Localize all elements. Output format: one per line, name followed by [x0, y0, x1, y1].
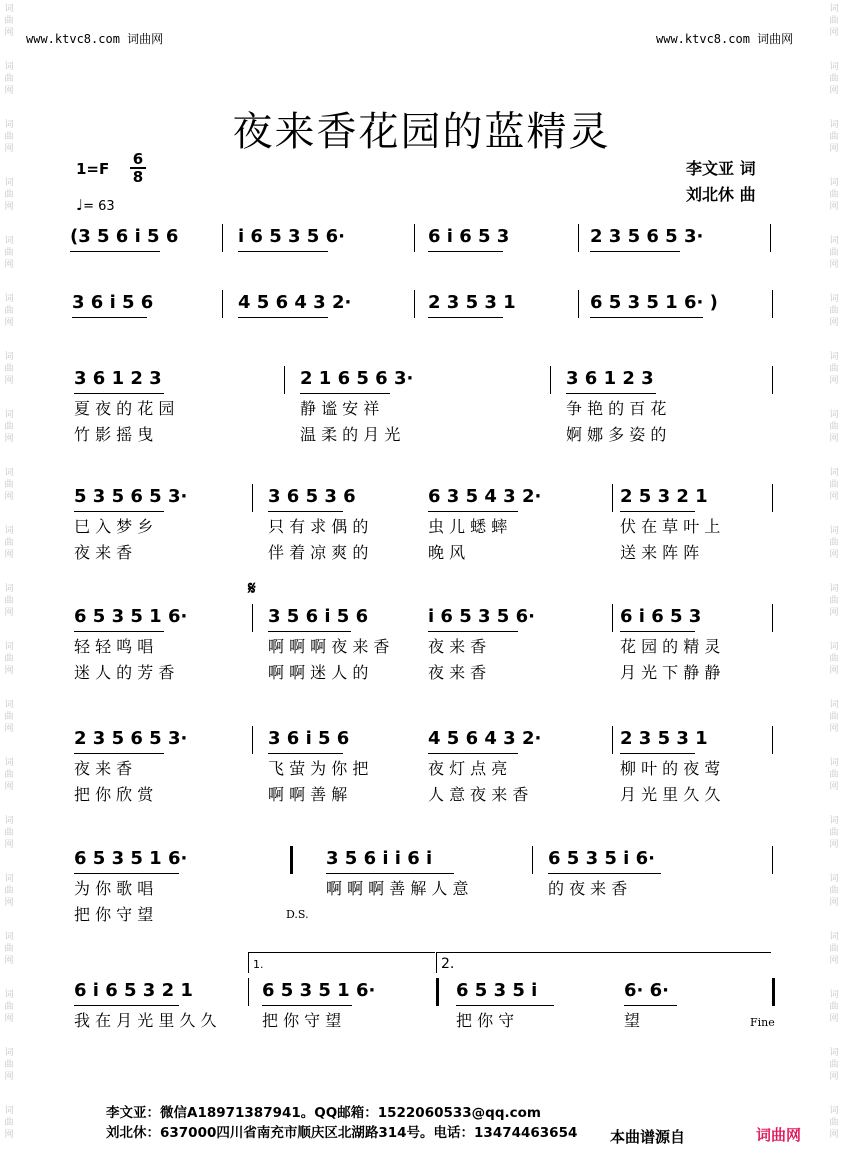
- lyric-line: 啊 啊 善 解: [268, 785, 348, 804]
- beam-line: [620, 631, 695, 632]
- watermark-glyph: 曲: [4, 944, 14, 954]
- bar-line: [772, 846, 773, 874]
- lyric-line: 夜 来 香: [74, 543, 133, 562]
- lyric-line: 夜 来 香: [74, 759, 133, 778]
- watermark-glyph: 曲: [4, 74, 14, 84]
- watermark-glyph: 曲: [829, 132, 839, 142]
- watermark-glyph: 网: [829, 260, 839, 270]
- measure-notes: 6· 6·: [624, 980, 669, 1001]
- beam-line: [238, 251, 328, 252]
- watermark-glyph: 词: [829, 932, 839, 942]
- lyric-line: 静 谧 安 祥: [300, 399, 380, 418]
- watermark-glyph: 网: [829, 28, 839, 38]
- bar-line: [284, 366, 285, 394]
- bar-line: [612, 604, 613, 632]
- watermark-glyph: 曲: [4, 1002, 14, 1012]
- watermark-glyph: 词: [4, 4, 14, 14]
- lyric-line: 把 你 欣 赏: [74, 785, 154, 804]
- key-signature: 1=F: [76, 160, 110, 178]
- watermark-glyph: 词: [4, 468, 14, 478]
- measure-notes: 4 5 6 4 3 2·: [238, 292, 352, 313]
- bar-line: [436, 978, 439, 1006]
- beam-line: [428, 511, 518, 512]
- measure-notes: (3 5 6 i 5 6: [70, 226, 179, 247]
- lyric-line: 把 你 守: [456, 1011, 515, 1030]
- watermark-glyph: 词: [829, 178, 839, 188]
- score-system: [0, 604, 843, 714]
- watermark-glyph: 网: [4, 550, 14, 560]
- watermark-glyph: 曲: [4, 828, 14, 838]
- watermark-glyph: 词: [829, 1106, 839, 1116]
- watermark-glyph: 网: [4, 782, 14, 792]
- watermark-glyph: 曲: [829, 248, 839, 258]
- watermark-glyph: 网: [829, 318, 839, 328]
- beam-line: [74, 1005, 179, 1006]
- bar-line: [772, 726, 773, 754]
- measure-notes: 6 5 3 5 1 6·: [74, 606, 188, 627]
- watermark-glyph: 词: [4, 236, 14, 246]
- time-bottom: 8: [132, 168, 144, 186]
- bar-line: [252, 484, 253, 512]
- bar-line: [578, 224, 579, 252]
- watermark-glyph: 曲: [829, 74, 839, 84]
- measure-notes: 4 5 6 4 3 2·: [428, 728, 542, 749]
- watermark-glyph: 网: [829, 550, 839, 560]
- lyric-line: 把 你 守 望: [74, 905, 154, 924]
- watermark-glyph: 词: [829, 642, 839, 652]
- watermark-glyph: 网: [829, 492, 839, 502]
- watermark-glyph: 曲: [4, 306, 14, 316]
- measure-notes: 5 3 5 6 5 3·: [74, 486, 188, 507]
- watermark-glyph: 词: [4, 700, 14, 710]
- watermark-glyph: 曲: [4, 1118, 14, 1128]
- first-ending-bracket: [248, 952, 435, 973]
- watermark-glyph: 网: [4, 376, 14, 386]
- watermark-glyph: 网: [4, 28, 14, 38]
- measure-notes: 2 5 3 2 1: [620, 486, 708, 507]
- watermark-glyph: 词: [4, 352, 14, 362]
- watermark-glyph: 网: [4, 840, 14, 850]
- tempo-marking: [76, 196, 115, 214]
- watermark-glyph: 曲: [4, 132, 14, 142]
- lyric-line: 虫 儿 蟋 蟀: [428, 517, 508, 536]
- beam-line: [74, 873, 179, 874]
- watermark-glyph: 词: [829, 294, 839, 304]
- beam-line: [590, 251, 680, 252]
- watermark-glyph: 曲: [4, 596, 14, 606]
- footer-composer-contact: 刘北休：637000四川省南充市顺庆区北湖路314号。电话：13474463654: [106, 1125, 578, 1141]
- watermark-glyph: 词: [4, 294, 14, 304]
- site-logo[interactable]: 词曲网: [756, 1126, 802, 1144]
- measure-notes: 6 5 3 5 i 6·: [548, 848, 655, 869]
- watermark-glyph: 网: [4, 202, 14, 212]
- song-title: 夜来香花园的蓝精灵: [232, 109, 611, 155]
- beam-line: [262, 1005, 352, 1006]
- measure-notes: 6 i 6 5 3: [620, 606, 702, 627]
- watermark-glyph: 曲: [829, 538, 839, 548]
- watermark-glyph: 曲: [4, 1060, 14, 1070]
- watermark-glyph: 词: [829, 468, 839, 478]
- watermark-glyph: 网: [4, 956, 14, 966]
- watermark-glyph: 词: [4, 410, 14, 420]
- beam-line: [300, 393, 390, 394]
- measure-notes: 3 6 1 2 3: [74, 368, 162, 389]
- measure-notes: i 6 5 3 5 6·: [428, 606, 535, 627]
- watermark-glyph: 网: [4, 492, 14, 502]
- bar-line: [532, 846, 533, 874]
- site-url-right[interactable]: www.ktvc8.com 词曲网: [656, 32, 794, 46]
- watermark-glyph: 曲: [4, 538, 14, 548]
- watermark-glyph: 网: [4, 898, 14, 908]
- bar-line: [414, 290, 415, 318]
- beam-line: [74, 393, 164, 394]
- fine-marking: Fine: [750, 1016, 775, 1029]
- measure-notes: 3 6 5 3 6: [268, 486, 356, 507]
- time-top: 6: [132, 150, 144, 168]
- bar-line: [414, 224, 415, 252]
- bar-line: [222, 224, 223, 252]
- lyric-line: 月 光 里 久 久: [620, 785, 721, 804]
- beam-line: [72, 317, 147, 318]
- watermark-glyph: 网: [4, 724, 14, 734]
- beam-line: [268, 511, 343, 512]
- measure-notes: 3 6 i 5 6: [72, 292, 154, 313]
- measure-notes: 2 3 5 6 5 3·: [590, 226, 704, 247]
- lyric-line: 夜 来 香: [428, 663, 487, 682]
- watermark-glyph: 网: [4, 1072, 14, 1082]
- watermark-glyph: 词: [829, 874, 839, 884]
- measure-notes: 2 3 5 3 1: [428, 292, 516, 313]
- watermark-glyph: 曲: [829, 1002, 839, 1012]
- watermark-glyph: 网: [829, 202, 839, 212]
- watermark-glyph: 网: [4, 608, 14, 618]
- bar-line: [248, 978, 249, 1006]
- measure-notes: 2 1 6 5 6 3·: [300, 368, 414, 389]
- measure-notes: 6 i 6 5 3: [428, 226, 510, 247]
- watermark-glyph: 曲: [829, 422, 839, 432]
- second-ending-bracket: [436, 952, 771, 973]
- lyric-line: 夏 夜 的 花 园: [74, 399, 175, 418]
- lyric-line: 晚 风: [428, 543, 466, 562]
- lyric-line: 望: [624, 1011, 641, 1030]
- watermark-glyph: 网: [829, 782, 839, 792]
- bar-line: [222, 290, 223, 318]
- watermark-glyph: 词: [4, 1106, 14, 1116]
- bar-line: [772, 484, 773, 512]
- watermark-glyph: 词: [4, 1048, 14, 1058]
- beam-line: [268, 631, 351, 632]
- beam-line: [74, 511, 164, 512]
- watermark-glyph: 曲: [829, 364, 839, 374]
- lyric-line: 为 你 歌 唱: [74, 879, 154, 898]
- watermark-glyph: 曲: [829, 16, 839, 26]
- lyric-line: 啊 啊 迷 人 的: [268, 663, 369, 682]
- watermark-glyph: 网: [4, 1130, 14, 1140]
- lyric-line: 轻 轻 鸣 唱: [74, 637, 154, 656]
- watermark-glyph: 网: [4, 666, 14, 676]
- watermark-glyph: 网: [829, 724, 839, 734]
- watermark-glyph: 网: [4, 144, 14, 154]
- watermark-glyph: 网: [829, 1130, 839, 1140]
- watermark-glyph: 网: [829, 898, 839, 908]
- watermark-glyph: 词: [4, 874, 14, 884]
- watermark-glyph: 网: [4, 1014, 14, 1024]
- watermark-glyph: 词: [4, 932, 14, 942]
- time-signature: [130, 152, 146, 184]
- score-system: [0, 484, 843, 594]
- lyric-line: 伴 着 凉 爽 的: [268, 543, 369, 562]
- watermark-glyph: 词: [4, 120, 14, 130]
- lyric-line: 夜 灯 点 亮: [428, 759, 508, 778]
- watermark-glyph: 网: [829, 434, 839, 444]
- watermark-glyph: 词: [829, 700, 839, 710]
- watermark-glyph: 网: [829, 86, 839, 96]
- watermark-glyph: 曲: [829, 770, 839, 780]
- beam-line: [428, 251, 503, 252]
- beam-line: [74, 753, 164, 754]
- watermark-glyph: 网: [4, 86, 14, 96]
- measure-notes: 3 5 6 i i 6 i: [326, 848, 433, 869]
- measure-notes: 3 6 i 5 6: [268, 728, 350, 749]
- lyric-line: 夜 来 香: [428, 637, 487, 656]
- watermark-glyph: 网: [829, 376, 839, 386]
- measure-notes: 2 3 5 6 5 3·: [74, 728, 188, 749]
- site-url-left[interactable]: www.ktvc8.com 词曲网: [26, 32, 164, 46]
- beam-line: [590, 317, 703, 318]
- watermark-glyph: 网: [829, 1014, 839, 1024]
- measure-notes: 3 6 1 2 3: [566, 368, 654, 389]
- lyric-line: 的 夜 来 香: [548, 879, 628, 898]
- composer-credit: 刘北休 曲: [686, 185, 756, 204]
- source-note: 本曲谱源自: [610, 1128, 686, 1146]
- beam-line: [70, 251, 160, 252]
- watermark-glyph: 曲: [4, 422, 14, 432]
- lyric-line: 迷 人 的 芳 香: [74, 663, 175, 682]
- bar-line: [612, 484, 613, 512]
- measure-notes: 6 5 3 5 1 6·: [262, 980, 376, 1001]
- lyric-line: 伏 在 草 叶 上: [620, 517, 721, 536]
- watermark-glyph: 网: [829, 144, 839, 154]
- watermark-glyph: 词: [829, 758, 839, 768]
- score-system: [0, 956, 843, 1088]
- beam-line: [566, 393, 656, 394]
- watermark-glyph: 曲: [4, 654, 14, 664]
- footer-lyricist-contact: 李文亚：微信A18971387941。QQ邮箱：1522060533@qq.com: [106, 1105, 541, 1121]
- lyric-line: 我 在 月 光 里 久 久: [74, 1011, 217, 1030]
- watermark-glyph: 词: [829, 1048, 839, 1058]
- bar-line: [252, 604, 253, 632]
- watermark-glyph: 网: [4, 318, 14, 328]
- lyric-line: 只 有 求 偶 的: [268, 517, 369, 536]
- watermark-glyph: 曲: [829, 596, 839, 606]
- watermark-glyph: 网: [4, 260, 14, 270]
- watermark-glyph: 网: [829, 956, 839, 966]
- bar-line: [772, 290, 773, 318]
- beam-line: [74, 631, 164, 632]
- lyric-line: 柳 叶 的 夜 莺: [620, 759, 721, 778]
- lyric-line: 花 园 的 精 灵: [620, 637, 721, 656]
- lyric-line: 送 来 阵 阵: [620, 543, 700, 562]
- watermark-glyph: 曲: [4, 190, 14, 200]
- watermark-glyph: 词: [829, 584, 839, 594]
- lyric-line: 月 光 下 静 静: [620, 663, 721, 682]
- lyric-line: 争 艳 的 百 花: [566, 399, 667, 418]
- watermark-glyph: 词: [4, 758, 14, 768]
- watermark-glyph: 词: [829, 410, 839, 420]
- watermark-glyph: 曲: [829, 886, 839, 896]
- watermark-glyph: 词: [4, 642, 14, 652]
- segno-sign: 𝄋: [248, 578, 256, 599]
- watermark-glyph: 网: [829, 840, 839, 850]
- lyric-line: 飞 萤 为 你 把: [268, 759, 369, 778]
- beam-line: [428, 753, 518, 754]
- beam-line: [428, 317, 503, 318]
- watermark-glyph: 曲: [829, 306, 839, 316]
- lyricist-credit: 李文亚 词: [686, 159, 756, 178]
- watermark-glyph: 曲: [829, 712, 839, 722]
- lyric-line: 啊 啊 啊 夜 来 香: [268, 637, 390, 656]
- bar-line: [772, 604, 773, 632]
- beam-line: [428, 631, 518, 632]
- watermark-glyph: 曲: [829, 1060, 839, 1070]
- watermark-glyph: 网: [829, 666, 839, 676]
- beam-line: [624, 1005, 677, 1006]
- measure-notes: 2 3 5 3 1: [620, 728, 708, 749]
- measure-notes: 6 5 3 5 1 6· ): [590, 292, 718, 313]
- beam-line: [456, 1005, 554, 1006]
- watermark-glyph: 曲: [4, 16, 14, 26]
- watermark-glyph: 词: [829, 526, 839, 536]
- dal-segno-marking: D.S.: [286, 908, 309, 921]
- beam-line: [620, 511, 695, 512]
- watermark-glyph: 词: [4, 178, 14, 188]
- lyric-line: 啊 啊 啊 善 解 人 意: [326, 879, 469, 898]
- watermark-glyph: 曲: [829, 1118, 839, 1128]
- bar-line: [772, 366, 773, 394]
- watermark-glyph: 网: [829, 1072, 839, 1082]
- measure-notes: 6 5 3 5 i: [456, 980, 538, 1001]
- watermark-glyph: 曲: [4, 248, 14, 258]
- bar-line: [550, 366, 551, 394]
- beam-line: [326, 873, 454, 874]
- measure-notes: i 6 5 3 5 6·: [238, 226, 345, 247]
- watermark-glyph: 词: [4, 816, 14, 826]
- watermark-glyph: 词: [829, 62, 839, 72]
- watermark-glyph: 曲: [4, 770, 14, 780]
- lyric-line: 把 你 守 望: [262, 1011, 342, 1030]
- quarter-note-icon: ♩: [76, 196, 84, 214]
- watermark-glyph: 词: [829, 120, 839, 130]
- bar-line: [612, 726, 613, 754]
- bar-line: [772, 978, 775, 1006]
- second-ending-label: 2.: [441, 956, 455, 972]
- watermark-glyph: 网: [4, 434, 14, 444]
- bar-line: [770, 224, 771, 252]
- measure-notes: 6 i 6 5 3 2 1: [74, 980, 193, 1001]
- watermark-glyph: 词: [829, 816, 839, 826]
- bar-line: [252, 726, 253, 754]
- beam-line: [620, 753, 695, 754]
- lyric-line: 人 意 夜 来 香: [428, 785, 529, 804]
- watermark-glyph: 曲: [4, 886, 14, 896]
- score-system: [0, 726, 843, 836]
- watermark-glyph: 词: [829, 4, 839, 14]
- watermark-glyph: 曲: [4, 364, 14, 374]
- beam-line: [268, 753, 343, 754]
- beam-line: [548, 873, 661, 874]
- watermark-glyph: 词: [829, 352, 839, 362]
- score-system: [0, 846, 843, 956]
- watermark-glyph: 曲: [829, 828, 839, 838]
- bar-line: [290, 846, 293, 874]
- measure-notes: 6 3 5 4 3 2·: [428, 486, 542, 507]
- bar-line: [578, 290, 579, 318]
- watermark-glyph: 词: [829, 236, 839, 246]
- watermark-glyph: 网: [829, 608, 839, 618]
- watermark-glyph: 曲: [4, 712, 14, 722]
- first-ending-label: 1.: [253, 958, 264, 971]
- lyric-line: 竹 影 摇 曳: [74, 425, 154, 444]
- measure-notes: 6 5 3 5 1 6·: [74, 848, 188, 869]
- score-system: [0, 366, 843, 476]
- lyric-line: 婀 娜 多 姿 的: [566, 425, 667, 444]
- tempo-value: = 63: [83, 199, 115, 214]
- watermark-glyph: 词: [4, 990, 14, 1000]
- watermark-glyph: 曲: [4, 480, 14, 490]
- measure-notes: 3 5 6 i 5 6: [268, 606, 369, 627]
- watermark-glyph: 曲: [829, 944, 839, 954]
- watermark-glyph: 词: [4, 62, 14, 72]
- lyric-line: 温 柔 的 月 光: [300, 425, 401, 444]
- watermark-glyph: 词: [4, 526, 14, 536]
- watermark-glyph: 曲: [829, 654, 839, 664]
- watermark-glyph: 词: [4, 584, 14, 594]
- beam-line: [238, 317, 328, 318]
- lyric-line: 巳 入 梦 乡: [74, 517, 154, 536]
- watermark-glyph: 词: [829, 990, 839, 1000]
- watermark-glyph: 曲: [829, 480, 839, 490]
- watermark-glyph: 曲: [829, 190, 839, 200]
